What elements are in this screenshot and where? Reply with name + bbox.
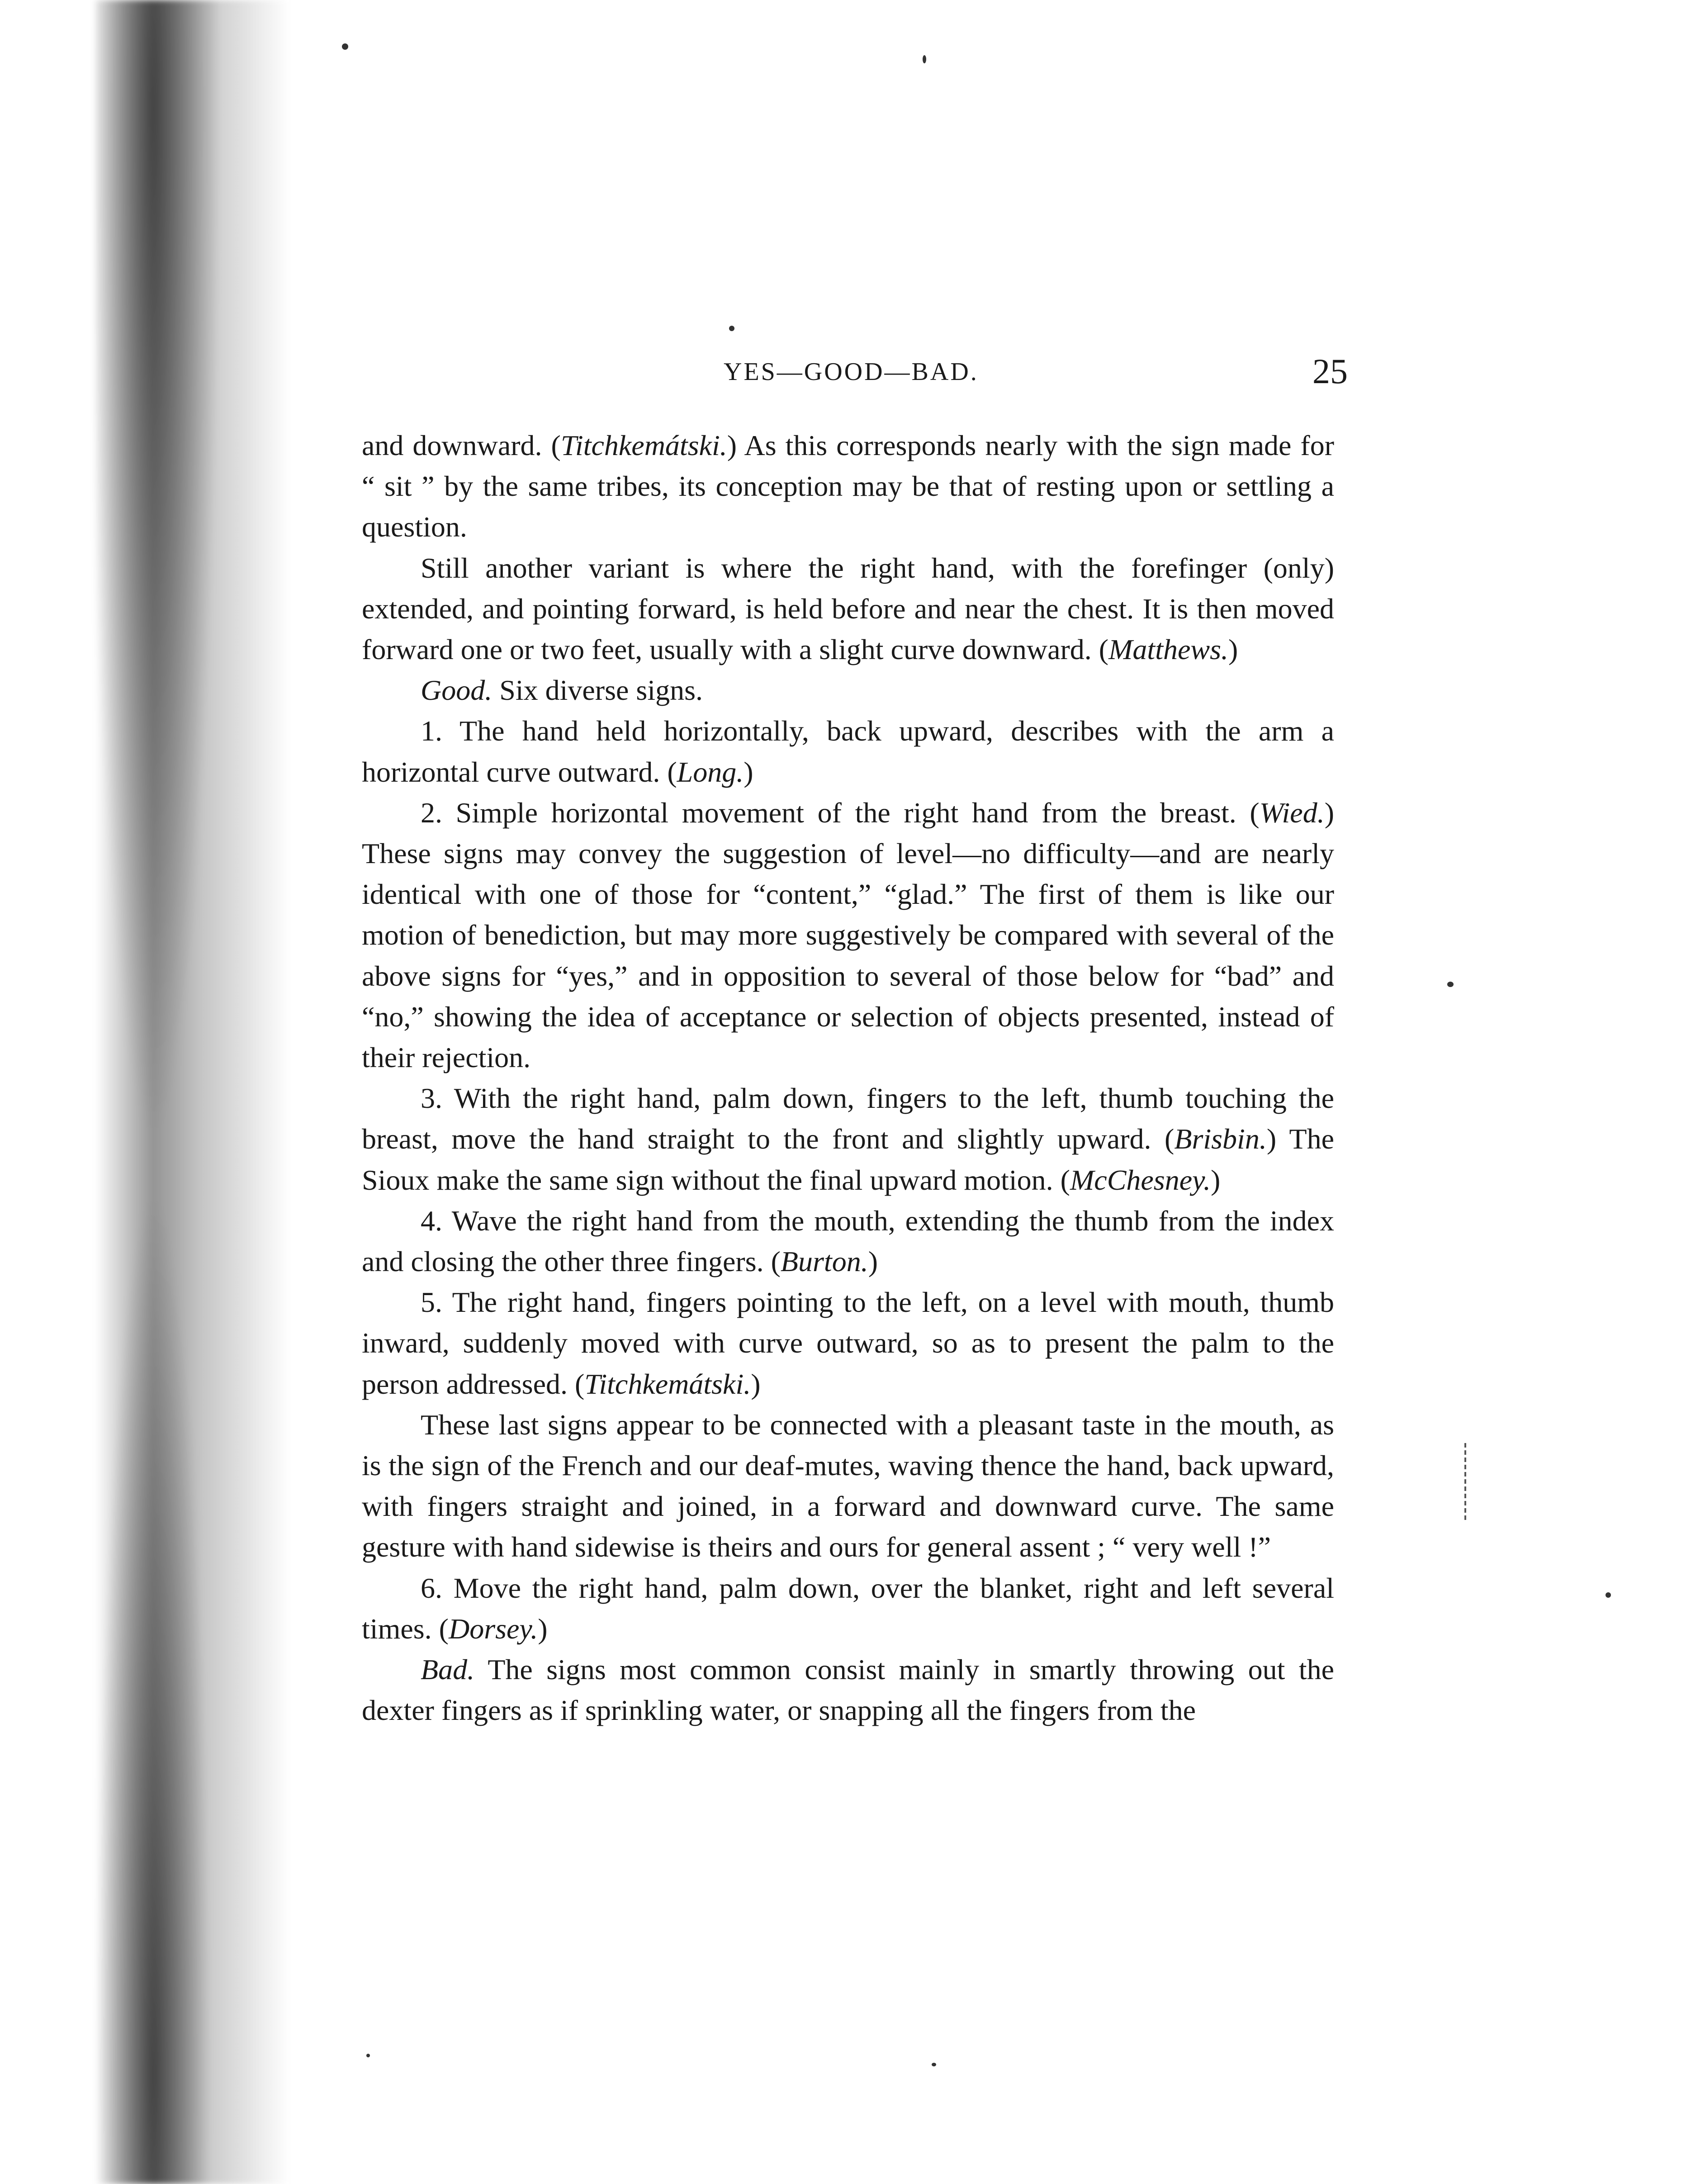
section-term: Good. xyxy=(421,674,493,707)
paragraph: 6. Move the right hand, palm down, over the blanket, right and left several times. (Dorsey.) xyxy=(362,1572,1334,1645)
margin-mark xyxy=(1464,1443,1466,1520)
page-number: 25 xyxy=(1312,351,1348,391)
citation: Long. xyxy=(677,755,744,788)
body-text xyxy=(362,425,1334,1731)
citation: Wied. xyxy=(1259,796,1325,829)
citation: Matthews. xyxy=(1108,633,1228,666)
running-head: YES—GOOD—BAD. xyxy=(724,358,979,386)
speck xyxy=(729,326,734,331)
speck xyxy=(932,2063,936,2066)
speck xyxy=(1447,982,1454,987)
paragraph: and downward. (Titchkemátski.) As this corresponds nearly with the sign made for “ sit ” by the same tribes, its conception may be that of resting upon or settling a question. xyxy=(362,429,1335,543)
speck xyxy=(923,55,926,63)
citation: Titchkemátski. xyxy=(560,429,727,461)
paragraph: 5. The right hand, fingers pointing to the left, on a level with mouth, thumb inward, suddenly moved with curve outward, so as to present the palm to the person addressed. (Titchkemátski.) xyxy=(362,1286,1334,1400)
binding-shadow xyxy=(95,0,289,2184)
paragraph: 2. Simple horizontal movement of the right hand from the breast. (Wied.) These signs may convey the suggestion of level—no difficulty—and are nearly identical with one of those for “content,” “glad.” The first of them is like our motion of benediction, but may more suggestively be compared with several of the above signs for “yes,” and in opposition to several of those below for “bad” and “no,” showing the idea of acceptance or selection of objects presented, instead of their rejection. xyxy=(362,796,1334,1074)
paragraph: Still another variant is where the right hand, with the forefinger (only) extended, and pointing forward, is held before and near the chest. It is then moved forward one or two feet, usually with a slight curve downward. (Matthews.) xyxy=(362,551,1334,666)
page-header xyxy=(362,351,1348,407)
paragraph: Bad. The signs most common consist mainly in smartly throwing out the dexter fingers as if sprinkling water, or snapping all the fingers from the xyxy=(362,1653,1334,1727)
paragraph: 1. The hand held horizontally, back upward, describes with the arm a horizontal curve outward. (Long.) xyxy=(362,715,1334,788)
citation: McChesney. xyxy=(1070,1163,1211,1196)
paragraph: Good. Six diverse signs. xyxy=(421,674,703,707)
paragraph: 3. With the right hand, palm down, fingers to the left, thumb touching the breast, move the hand straight to the front and slightly upward. (Brisbin.) The Sioux make the same sign without the final upward motion. (McChesney.) xyxy=(362,1082,1335,1196)
speck xyxy=(1606,1592,1611,1598)
citation: Dorsey. xyxy=(448,1612,538,1645)
paragraph: 4. Wave the right hand from the mouth, extending the thumb from the index and closing the other three fingers. (Burton.) xyxy=(362,1204,1334,1278)
citation: Brisbin. xyxy=(1174,1123,1267,1155)
citation: Burton. xyxy=(780,1245,868,1278)
citation: Titchkemátski. xyxy=(584,1367,751,1400)
speck xyxy=(366,2054,370,2057)
section-term: Bad. xyxy=(421,1653,475,1686)
speck xyxy=(342,43,348,50)
paragraph: These last signs appear to be connected with a pleasant taste in the mouth, as is the sign of the French and our deaf-mutes, waving thence the hand, back upward, with fingers straight and joined, in a forward and downward curve. The same gesture with hand sidewise is theirs and ours for general assent ; “ very well !” xyxy=(362,1408,1334,1563)
